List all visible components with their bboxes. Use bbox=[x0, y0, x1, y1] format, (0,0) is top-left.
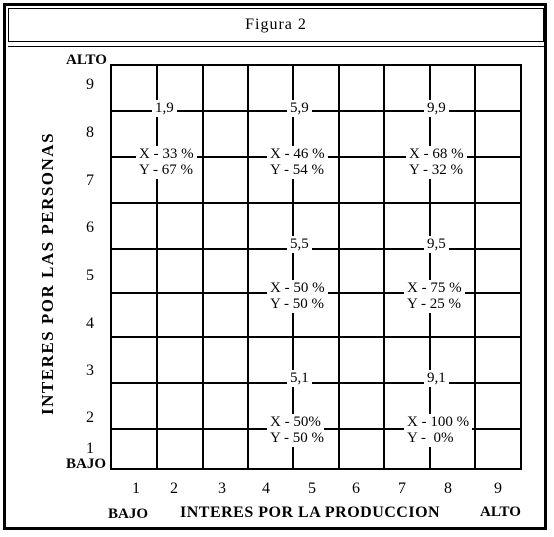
y-tick-1: 1 bbox=[86, 440, 94, 457]
x-tick-6: 6 bbox=[352, 480, 360, 497]
grid-vline bbox=[474, 66, 476, 468]
managerial-grid bbox=[110, 64, 522, 470]
grid-vline-major bbox=[383, 66, 385, 468]
cell-9-5-y: Y - 25 % bbox=[404, 296, 464, 313]
cell-9-1-x: X - 100 % bbox=[404, 414, 472, 431]
cell-5-5-y: Y - 50 % bbox=[267, 296, 327, 313]
x-tick-5: 5 bbox=[308, 480, 316, 497]
cell-1-9-y: Y - 67 % bbox=[136, 162, 196, 179]
cell-9-1-code: 9,1 bbox=[424, 370, 449, 387]
cell-9-5-code: 9,5 bbox=[424, 236, 449, 253]
grid-vline bbox=[429, 66, 431, 468]
y-tick-6: 6 bbox=[86, 219, 94, 236]
x-tick-9: 9 bbox=[494, 480, 502, 497]
y-tick-4: 4 bbox=[86, 315, 94, 332]
x-tick-8: 8 bbox=[444, 480, 452, 497]
y-tick-2: 2 bbox=[86, 409, 94, 426]
y-tick-7: 7 bbox=[86, 172, 94, 189]
cell-5-9-x: X - 46 % bbox=[267, 146, 328, 163]
x-axis-high-label: ALTO bbox=[480, 504, 521, 520]
grid-vline bbox=[202, 66, 204, 468]
cell-5-9-y: Y - 54 % bbox=[267, 162, 327, 179]
grid-vline-major bbox=[247, 66, 249, 468]
cell-1-9-x: X - 33 % bbox=[136, 146, 197, 163]
grid-vline bbox=[292, 66, 294, 468]
x-tick-2: 2 bbox=[170, 480, 178, 497]
y-tick-9: 9 bbox=[86, 76, 94, 93]
cell-1-9-code: 1,9 bbox=[152, 100, 177, 117]
grid-hline-major bbox=[112, 336, 520, 338]
x-tick-1: 1 bbox=[132, 480, 140, 497]
cell-9-9-y: Y - 32 % bbox=[406, 162, 466, 179]
y-tick-5: 5 bbox=[86, 267, 94, 284]
y-tick-8: 8 bbox=[86, 124, 94, 141]
cell-5-1-x: X - 50% bbox=[267, 414, 324, 431]
figure-title: Figura 2 bbox=[8, 8, 544, 42]
cell-5-1-y: Y - 50 % bbox=[267, 430, 327, 447]
y-axis-title: INTERES POR LAS PERSONAS bbox=[38, 131, 57, 415]
grid-hline bbox=[112, 382, 520, 384]
grid-hline bbox=[112, 248, 520, 250]
x-axis-title: INTERES POR LA PRODUCCION bbox=[180, 504, 441, 521]
cell-5-5-x: X - 50 % bbox=[267, 280, 328, 297]
cell-9-9-x: X - 68 % bbox=[406, 146, 467, 163]
cell-5-5-code: 5,5 bbox=[287, 236, 312, 253]
y-axis-low-label: BAJO bbox=[66, 456, 107, 472]
x-tick-7: 7 bbox=[398, 480, 406, 497]
cell-5-9-code: 5,9 bbox=[287, 100, 312, 117]
cell-9-5-x: X - 75 % bbox=[404, 280, 465, 297]
grid-hline-major bbox=[112, 202, 520, 204]
y-axis-high-label: ALTO bbox=[66, 52, 107, 68]
grid-vline bbox=[156, 66, 158, 468]
cell-5-1-code: 5,1 bbox=[287, 370, 312, 387]
grid-vline bbox=[338, 66, 340, 468]
x-tick-4: 4 bbox=[262, 480, 270, 497]
cell-9-1-y: Y - 0% bbox=[404, 430, 457, 447]
cell-9-9-code: 9,9 bbox=[424, 100, 449, 117]
x-tick-3: 3 bbox=[218, 480, 226, 497]
title-separator bbox=[8, 46, 544, 47]
x-axis-low-label: BAJO bbox=[108, 506, 149, 522]
y-tick-3: 3 bbox=[86, 362, 94, 379]
